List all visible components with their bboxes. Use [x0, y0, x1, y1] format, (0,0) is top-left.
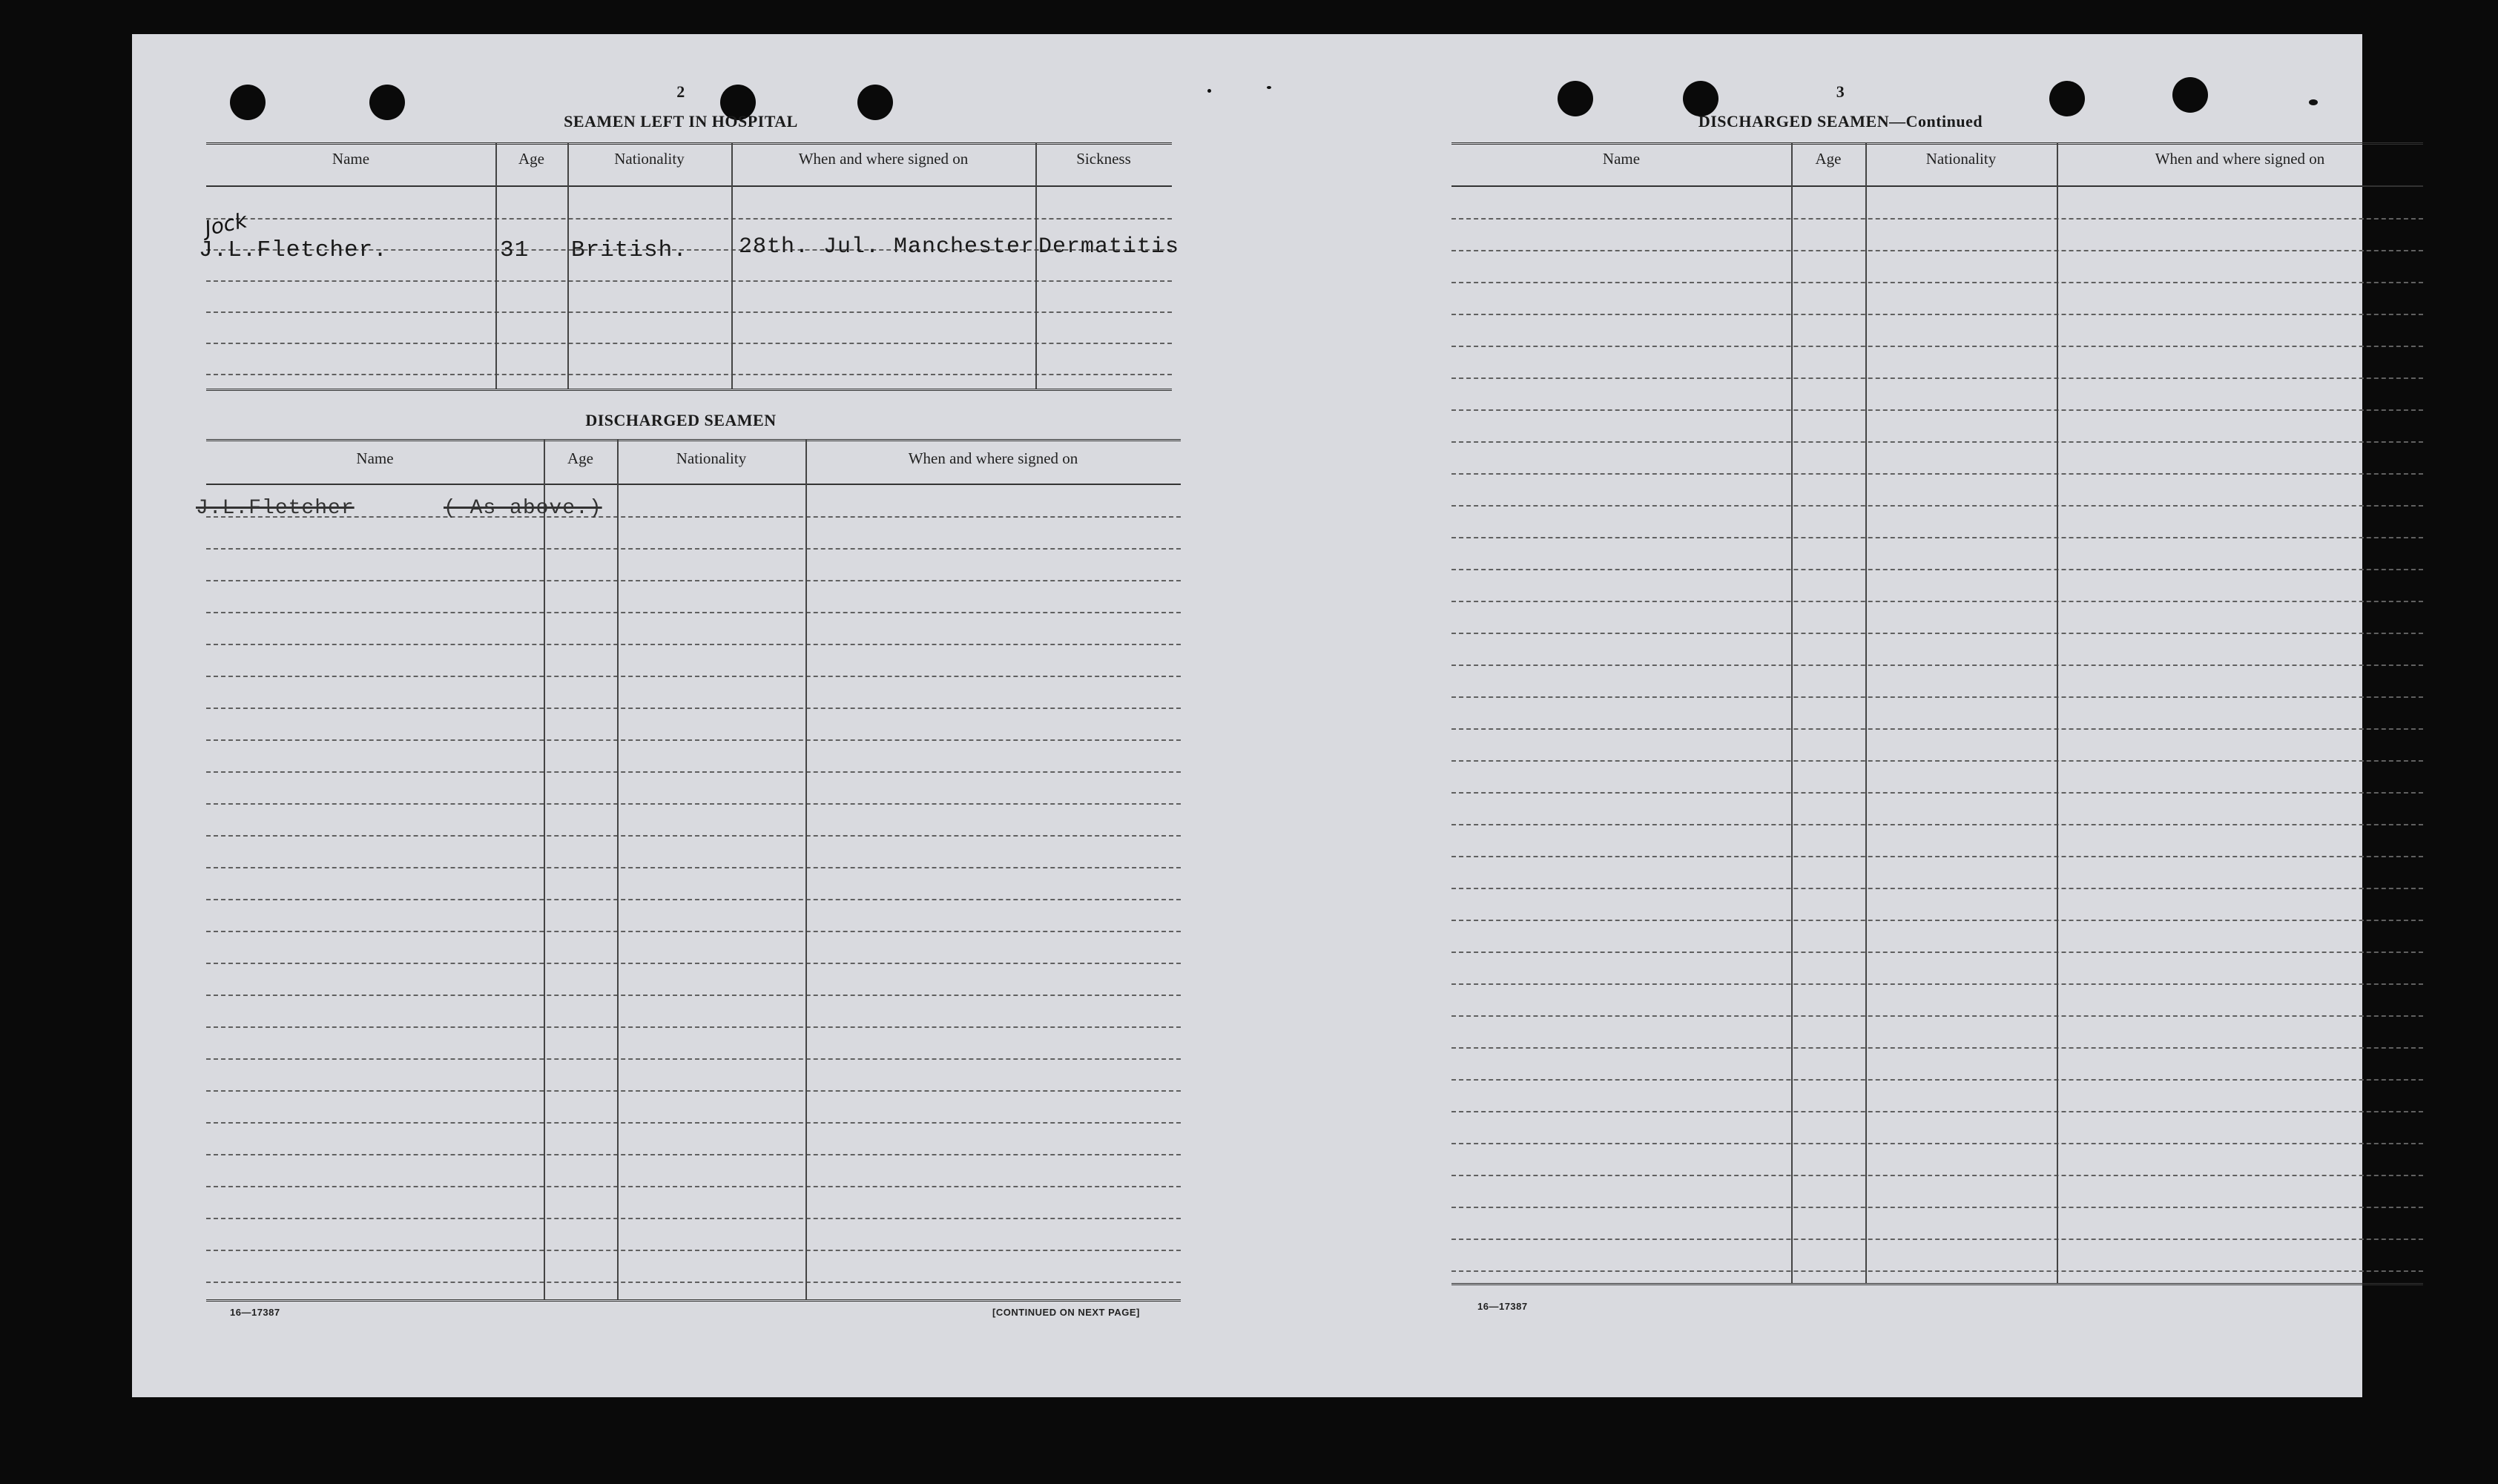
entry-nationality: British. [571, 237, 688, 263]
hospital-section-title: SEAMEN LEFT IN HOSPITAL [564, 112, 798, 131]
col-header-sickness: Sickness [1076, 150, 1131, 168]
entry-name: J.L.Fletcher. [199, 237, 388, 263]
col-header-age: Age [518, 150, 544, 168]
col-header-name: Name [1602, 150, 1641, 168]
entry-signed-on: 28th. Jul. Manchester [739, 234, 1035, 260]
col-header-nationality: Nationality [676, 449, 747, 467]
page-number: 3 [1836, 82, 1845, 101]
discharged-table [196, 439, 1181, 1336]
form-number: 16—17387 [230, 1307, 280, 1318]
struck-entry-name: J.L.Fletcher [196, 497, 355, 520]
entry-sickness: Dermatitis [1038, 234, 1180, 260]
entry-age: 31 [500, 237, 530, 263]
hospital-table [199, 142, 1180, 426]
struck-entry-note: ( As above.) [444, 497, 602, 520]
page-number: 2 [676, 82, 685, 101]
discharged-section-title: DISCHARGED SEAMEN [585, 411, 777, 429]
col-header-nationality: Nationality [1925, 150, 1997, 168]
handwritten-annotation: Jock [202, 208, 249, 241]
col-header-name: Name [332, 150, 370, 168]
continued-note: [CONTINUED ON NEXT PAGE] [992, 1307, 1140, 1318]
col-header-age: Age [1815, 150, 1842, 168]
col-header-name: Name [356, 449, 394, 467]
left-page [132, 34, 1230, 1397]
col-header-signed-on: When and where signed on [798, 150, 969, 168]
discharged-continued-table [1451, 142, 2423, 1329]
ledger-sheet [132, 34, 2362, 1397]
col-header-nationality: Nationality [614, 150, 685, 168]
col-header-signed-on: When and where signed on [908, 449, 1078, 467]
discharged-continued-title: DISCHARGED SEAMEN—Continued [1698, 112, 1983, 131]
form-number: 16—17387 [1477, 1301, 1528, 1312]
col-header-signed-on: When and where signed on [2155, 150, 2325, 168]
right-page [1245, 34, 2362, 1397]
col-header-age: Age [567, 449, 593, 467]
